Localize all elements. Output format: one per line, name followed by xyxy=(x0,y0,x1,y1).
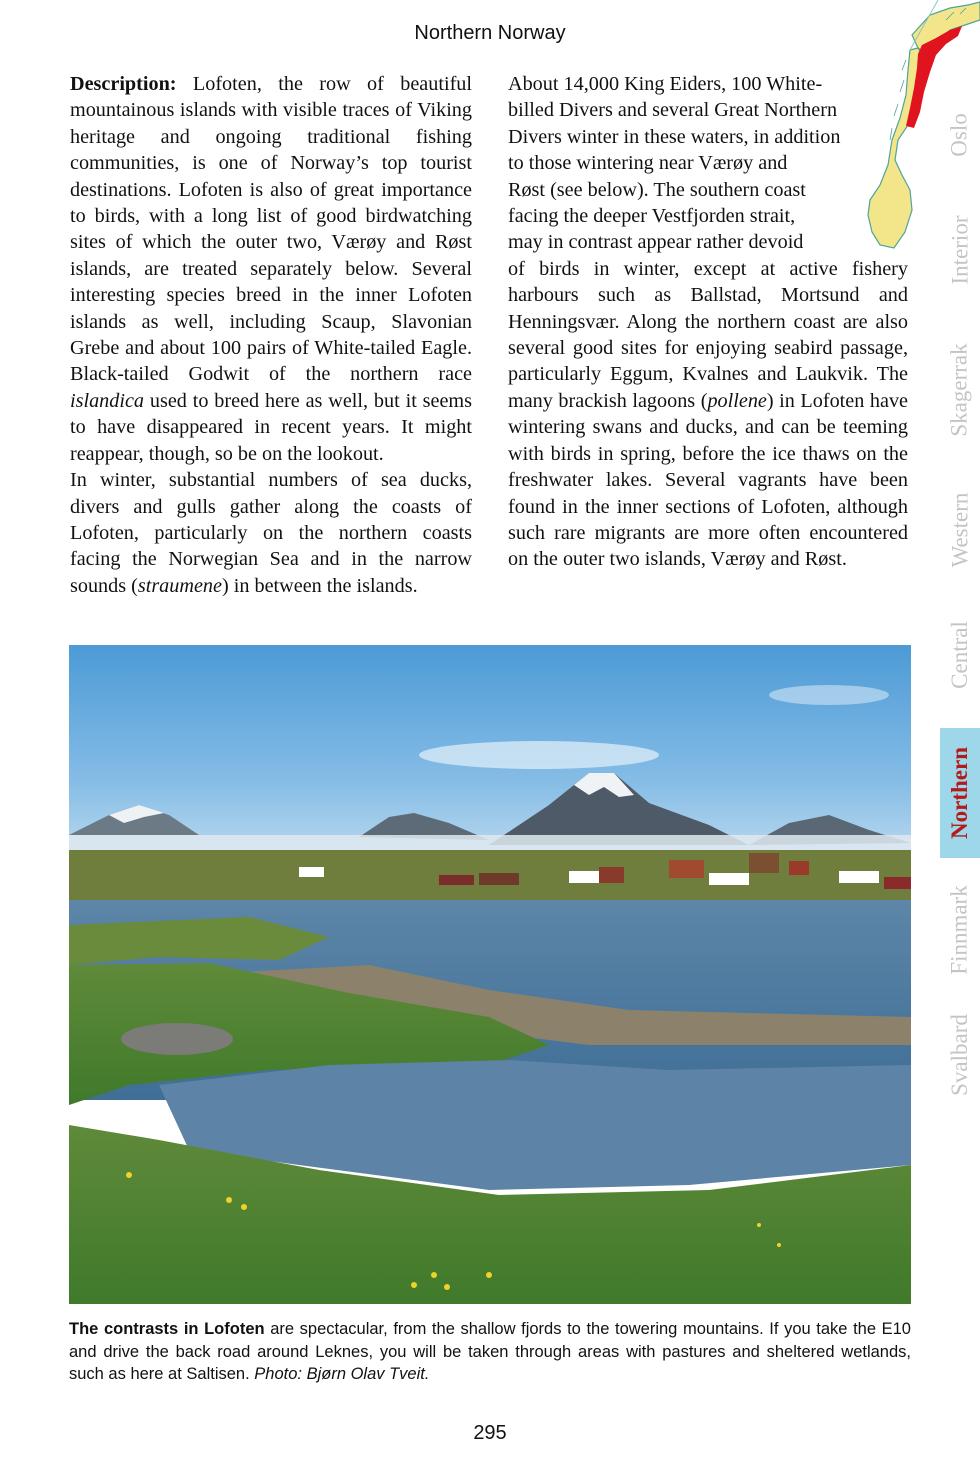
map-land-north xyxy=(912,2,980,52)
right-text-a: of birds in winter, except at active fishery harbours such as Ballstad, Mortsund and Henningsvær. Along the northern coast are also several good sites for enjoying seabird passage, particularly Eggum, Kvalnes and Laukvik. The many brackish lagoons ( xyxy=(508,257,908,412)
photo-cloud xyxy=(769,685,889,705)
tab-central[interactable] xyxy=(940,600,980,710)
tab-interior[interactable] xyxy=(940,190,980,310)
description-italic: islandica xyxy=(70,389,145,412)
right-line-2: billed Divers and several Great Northern xyxy=(508,99,838,122)
photo-cloud xyxy=(419,741,659,769)
page-header-title: Northern Norway xyxy=(414,22,566,44)
description-label: Description: xyxy=(70,73,177,95)
photo-caption xyxy=(69,1318,911,1386)
winter-italic: straumene xyxy=(137,574,222,597)
description-paragraph xyxy=(70,71,472,467)
winter-paragraph xyxy=(70,467,472,599)
page-number: 295 xyxy=(473,1422,507,1444)
description-text-a: Lofoten, the row of beautiful mountainous islands with visible traces of Viking heritage and ongoing traditional fishing communities, is one of Norway’s top tourist destinations. Lofoten is also of great importance to birds, with a long list of good birdwatching sites of which the outer two, Værøy and Røst islands, are treated separately below. Several interesting species breed in the inner Lofoten islands as well, including Scaup, Slavonian Grebe and about 100 pairs of White-tailed Eagle. Black-tailed Godwit of the northern race xyxy=(70,73,472,386)
region-tabs xyxy=(940,80,980,1110)
right-text-column xyxy=(508,71,908,573)
caption-credit: Photo: Bjørn Olav Tveit. xyxy=(254,1365,430,1383)
caption-text: are spectacular, from the shallow fjords to the towering mountains. If you take the E10 and drive the back road around Leknes, you will be taken through areas with pastures and sheltered wetlands, such as here at Saltisen. xyxy=(69,1320,911,1383)
right-paragraph xyxy=(508,71,908,573)
caption-bold: The contrasts in Lofoten xyxy=(69,1320,265,1338)
tab-label-finnmark: Finnmark xyxy=(947,885,973,975)
tab-western[interactable] xyxy=(940,470,980,590)
right-line-5: Røst (see below). The southern coast xyxy=(508,178,806,201)
tab-label-northern: Northern xyxy=(947,747,973,839)
right-line-3: Divers winter in these waters, in addition xyxy=(508,125,841,148)
right-line-4: to those wintering near Værøy and xyxy=(508,152,788,175)
tab-oslo[interactable] xyxy=(940,80,980,190)
right-line-6: facing the deeper Vestfjorden strait, xyxy=(508,205,796,228)
left-text-column xyxy=(70,71,472,599)
tab-label-skagerrak: Skagerrak xyxy=(947,343,972,437)
tab-northern[interactable] xyxy=(940,728,980,858)
right-text-b: ) in Lofoten have wintering swans and ducks, and can be teeming with birds in spring, before the ice thaws on the freshwater lakes. Several vagrants have been found in the inner sections of Lofoten, although such rare migrants are more often encountered on the outer two islands, Værøy and Røst. xyxy=(508,389,908,571)
tab-label-western: Western xyxy=(947,492,973,568)
right-line-7: may in contrast appear rather devoid xyxy=(508,231,804,254)
tab-svalbard[interactable] xyxy=(940,1000,980,1110)
right-italic: pollene xyxy=(707,389,767,412)
tab-label-oslo: Oslo xyxy=(947,113,973,157)
description-text-b: used to breed here as well, but it seems to have disappeared in recent years. It might reappear, though, so be on the lookout. xyxy=(70,389,472,465)
winter-text-b: ) in between the islands. xyxy=(221,574,418,597)
photo-rock xyxy=(121,1023,233,1055)
tab-label-central: Central xyxy=(947,621,973,689)
right-line-1: About 14,000 King Eiders, 100 White- xyxy=(508,73,823,95)
tab-label-svalbard: Svalbard xyxy=(947,1014,973,1096)
tab-finnmark[interactable] xyxy=(940,870,980,990)
tab-label-interior: Interior xyxy=(947,215,972,285)
winter-text-a: In winter, substantial numbers of sea ducks, divers and gulls gather along the coasts of Lofoten, particularly on the northern coasts facing the Norwegian Sea and in the narrow sounds ( xyxy=(70,469,472,597)
tab-skagerrak[interactable] xyxy=(940,320,980,460)
lofoten-landscape-photo xyxy=(69,645,911,1304)
